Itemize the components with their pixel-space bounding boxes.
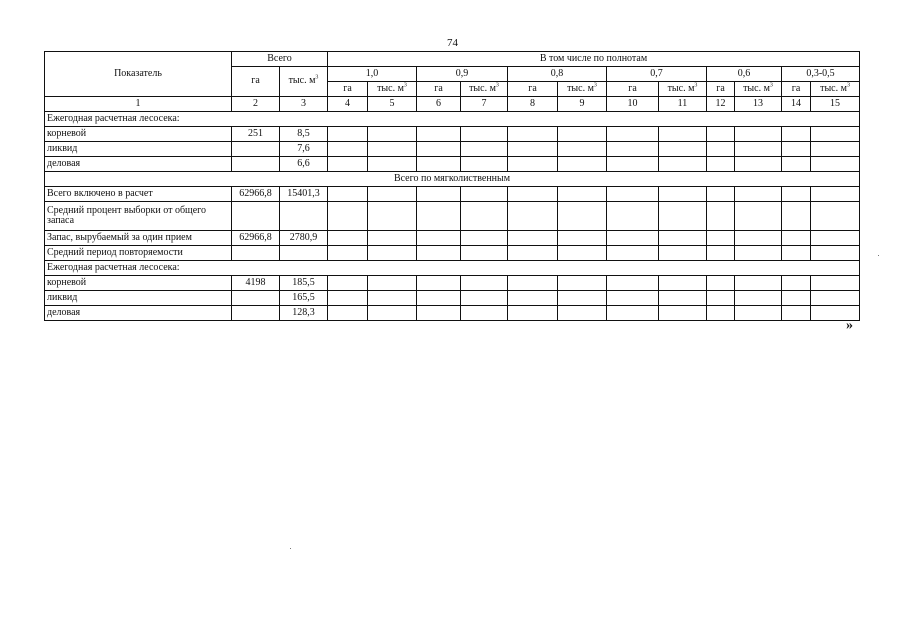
cell-empty bbox=[417, 231, 461, 246]
cell-empty bbox=[368, 202, 417, 231]
cell-total-ha bbox=[232, 291, 280, 306]
cell-empty bbox=[558, 291, 607, 306]
row-label: Запас, вырубаемый за один прием bbox=[45, 231, 232, 246]
scan-speck bbox=[290, 548, 291, 549]
column-number: 12 bbox=[707, 97, 735, 112]
table-row bbox=[45, 157, 860, 172]
felling-table bbox=[44, 51, 860, 321]
cell-empty bbox=[558, 306, 607, 321]
scan-speck bbox=[878, 255, 879, 256]
cell-empty bbox=[659, 291, 707, 306]
cell-empty bbox=[368, 187, 417, 202]
table-row bbox=[45, 276, 860, 291]
header-density-ha: га bbox=[417, 82, 461, 97]
cell-empty bbox=[368, 246, 417, 261]
cell-total-volume: 185,5 bbox=[280, 276, 328, 291]
cell-empty bbox=[328, 127, 368, 142]
cell-total-ha bbox=[232, 157, 280, 172]
header-density-ha: га bbox=[607, 82, 659, 97]
cell-empty bbox=[811, 246, 860, 261]
cell-empty bbox=[735, 202, 782, 231]
cell-empty bbox=[508, 202, 558, 231]
cell-empty bbox=[607, 231, 659, 246]
cell-empty bbox=[368, 157, 417, 172]
cell-empty bbox=[707, 291, 735, 306]
cell-empty bbox=[558, 157, 607, 172]
header-density-ha: га bbox=[782, 82, 811, 97]
cell-empty bbox=[508, 127, 558, 142]
row-label: ликвид bbox=[45, 142, 232, 157]
section-title: Всего по мягколиственным bbox=[45, 172, 860, 187]
table-row bbox=[45, 291, 860, 306]
cell-empty bbox=[417, 306, 461, 321]
cell-empty bbox=[607, 187, 659, 202]
cell-empty bbox=[659, 202, 707, 231]
column-number: 6 bbox=[417, 97, 461, 112]
header-density-volume: тыс. $м^3$ bbox=[558, 82, 607, 97]
cell-empty bbox=[328, 306, 368, 321]
cell-total-ha bbox=[232, 202, 280, 231]
cell-empty bbox=[461, 231, 508, 246]
cell-empty bbox=[461, 187, 508, 202]
cell-empty bbox=[735, 231, 782, 246]
cell-empty bbox=[735, 157, 782, 172]
cell-empty bbox=[417, 246, 461, 261]
column-number: 14 bbox=[782, 97, 811, 112]
cell-empty bbox=[417, 187, 461, 202]
row-label: корневой bbox=[45, 276, 232, 291]
table-row bbox=[45, 202, 860, 231]
cell-empty bbox=[735, 127, 782, 142]
cell-empty bbox=[735, 276, 782, 291]
header-density-3: 0,7 bbox=[607, 67, 707, 82]
cell-total-volume bbox=[280, 246, 328, 261]
cell-empty bbox=[659, 306, 707, 321]
cell-empty bbox=[607, 306, 659, 321]
cell-empty bbox=[707, 142, 735, 157]
cell-empty bbox=[659, 142, 707, 157]
cell-empty bbox=[558, 142, 607, 157]
cell-empty bbox=[659, 231, 707, 246]
cell-empty bbox=[461, 276, 508, 291]
cell-empty bbox=[508, 291, 558, 306]
cell-empty bbox=[328, 276, 368, 291]
cell-empty bbox=[707, 246, 735, 261]
cell-empty bbox=[328, 142, 368, 157]
cell-empty bbox=[328, 157, 368, 172]
header-including-by-density: В том числе по полнотам bbox=[328, 52, 860, 67]
column-number: 2 bbox=[232, 97, 280, 112]
column-number: 3 bbox=[280, 97, 328, 112]
cell-empty bbox=[328, 187, 368, 202]
column-number: 9 bbox=[558, 97, 607, 112]
cell-total-volume bbox=[280, 202, 328, 231]
cell-empty bbox=[461, 202, 508, 231]
cell-empty bbox=[508, 142, 558, 157]
cell-empty bbox=[368, 127, 417, 142]
column-number: 13 bbox=[735, 97, 782, 112]
cell-empty bbox=[558, 127, 607, 142]
cell-total-ha bbox=[232, 142, 280, 157]
cell-empty bbox=[607, 157, 659, 172]
cell-empty bbox=[782, 276, 811, 291]
header-indicator: Показатель bbox=[45, 52, 232, 97]
cell-empty bbox=[328, 291, 368, 306]
cell-empty bbox=[811, 276, 860, 291]
table-row bbox=[45, 231, 860, 246]
column-number: 5 bbox=[368, 97, 417, 112]
cell-empty bbox=[607, 246, 659, 261]
header-density-4: 0,6 bbox=[707, 67, 782, 82]
page-number: 74 bbox=[447, 37, 458, 49]
column-number: 10 bbox=[607, 97, 659, 112]
row-label: Средний период повторяемости bbox=[45, 246, 232, 261]
header-density-5: 0,3-0,5 bbox=[782, 67, 860, 82]
header-density-volume: тыс. $м^3$ bbox=[811, 82, 860, 97]
header-density-2: 0,8 bbox=[508, 67, 607, 82]
cell-empty bbox=[735, 187, 782, 202]
cell-empty bbox=[558, 187, 607, 202]
cell-empty bbox=[811, 202, 860, 231]
cell-empty bbox=[782, 187, 811, 202]
cell-empty bbox=[558, 231, 607, 246]
cell-empty bbox=[659, 246, 707, 261]
cell-empty bbox=[707, 187, 735, 202]
cell-empty bbox=[811, 157, 860, 172]
cell-empty bbox=[707, 231, 735, 246]
cell-empty bbox=[607, 127, 659, 142]
column-number: 15 bbox=[811, 97, 860, 112]
cell-empty bbox=[707, 276, 735, 291]
cell-empty bbox=[461, 142, 508, 157]
row-label: деловая bbox=[45, 306, 232, 321]
header-density-ha: га bbox=[707, 82, 735, 97]
cell-total-ha bbox=[232, 306, 280, 321]
cell-empty bbox=[368, 231, 417, 246]
cell-total-volume: 2780,9 bbox=[280, 231, 328, 246]
cell-total-ha: 251 bbox=[232, 127, 280, 142]
cell-empty bbox=[461, 157, 508, 172]
cell-empty bbox=[811, 291, 860, 306]
cell-empty bbox=[558, 246, 607, 261]
table-row bbox=[45, 246, 860, 261]
header-density-volume: тыс. $м^3$ bbox=[368, 82, 417, 97]
cell-total-ha: 4198 bbox=[232, 276, 280, 291]
header-density-volume: тыс. $м^3$ bbox=[461, 82, 508, 97]
cell-empty bbox=[328, 246, 368, 261]
cell-empty bbox=[782, 202, 811, 231]
header-total-ha: га bbox=[232, 67, 280, 97]
cell-empty bbox=[508, 187, 558, 202]
cell-empty bbox=[659, 187, 707, 202]
cell-empty bbox=[782, 142, 811, 157]
cell-empty bbox=[368, 291, 417, 306]
cell-empty bbox=[508, 231, 558, 246]
table-row bbox=[45, 187, 860, 202]
cell-empty bbox=[811, 187, 860, 202]
cell-empty bbox=[811, 127, 860, 142]
cell-empty bbox=[461, 127, 508, 142]
table-row bbox=[45, 112, 860, 127]
cell-empty bbox=[508, 306, 558, 321]
cell-total-volume: 15401,3 bbox=[280, 187, 328, 202]
cell-empty bbox=[707, 157, 735, 172]
cell-empty bbox=[558, 202, 607, 231]
cell-empty bbox=[811, 231, 860, 246]
cell-empty bbox=[368, 142, 417, 157]
header-density-volume: тыс. $м^3$ bbox=[659, 82, 707, 97]
column-number: 7 bbox=[461, 97, 508, 112]
row-label: Ежегодная расчетная лесосека: bbox=[45, 261, 860, 276]
cell-empty bbox=[461, 291, 508, 306]
column-number: 4 bbox=[328, 97, 368, 112]
cell-total-ha: 62966,8 bbox=[232, 231, 280, 246]
cell-empty bbox=[782, 157, 811, 172]
cell-empty bbox=[417, 276, 461, 291]
header-row-1 bbox=[45, 52, 860, 67]
cell-empty bbox=[607, 142, 659, 157]
row-label: ликвид bbox=[45, 291, 232, 306]
cell-total-volume: 165,5 bbox=[280, 291, 328, 306]
header-total: Всего bbox=[232, 52, 328, 67]
cell-empty bbox=[508, 246, 558, 261]
column-number: 8 bbox=[508, 97, 558, 112]
cell-empty bbox=[707, 202, 735, 231]
cell-empty bbox=[368, 306, 417, 321]
cell-empty bbox=[417, 142, 461, 157]
table-row bbox=[45, 127, 860, 142]
row-label: корневой bbox=[45, 127, 232, 142]
cell-empty bbox=[735, 291, 782, 306]
column-number: 1 bbox=[45, 97, 232, 112]
header-density-ha: га bbox=[328, 82, 368, 97]
cell-total-volume: 6,6 bbox=[280, 157, 328, 172]
cell-empty bbox=[417, 202, 461, 231]
cell-total-ha: 62966,8 bbox=[232, 187, 280, 202]
cell-empty bbox=[607, 276, 659, 291]
cell-empty bbox=[328, 231, 368, 246]
cell-empty bbox=[782, 246, 811, 261]
cell-empty bbox=[782, 306, 811, 321]
table-row bbox=[45, 261, 860, 276]
table-row bbox=[45, 142, 860, 157]
header-density-0: 1,0 bbox=[328, 67, 417, 82]
cell-empty bbox=[659, 157, 707, 172]
table-row bbox=[45, 306, 860, 321]
cell-empty bbox=[558, 276, 607, 291]
cell-total-volume: 8,5 bbox=[280, 127, 328, 142]
cell-total-ha bbox=[232, 246, 280, 261]
cell-total-volume: 128,3 bbox=[280, 306, 328, 321]
cell-empty bbox=[417, 157, 461, 172]
cell-empty bbox=[659, 127, 707, 142]
header-density-ha: га bbox=[508, 82, 558, 97]
column-number: 11 bbox=[659, 97, 707, 112]
row-label: Средний процент выборки от общего запаса bbox=[45, 202, 232, 231]
section-row bbox=[45, 172, 860, 187]
cell-empty bbox=[461, 246, 508, 261]
cell-empty bbox=[735, 306, 782, 321]
cell-empty bbox=[417, 127, 461, 142]
cell-empty bbox=[811, 142, 860, 157]
cell-empty bbox=[782, 231, 811, 246]
cell-empty bbox=[607, 291, 659, 306]
row-label: деловая bbox=[45, 157, 232, 172]
column-number-row bbox=[45, 97, 860, 112]
cell-total-volume: 7,6 bbox=[280, 142, 328, 157]
closing-quote-mark: » bbox=[846, 318, 853, 333]
cell-empty bbox=[707, 306, 735, 321]
cell-empty bbox=[782, 291, 811, 306]
header-density-1: 0,9 bbox=[417, 67, 508, 82]
header-density-volume: тыс. $м^3$ bbox=[735, 82, 782, 97]
header-total-volume: тыс. $м^3$ bbox=[280, 67, 328, 97]
cell-empty bbox=[782, 127, 811, 142]
cell-empty bbox=[735, 142, 782, 157]
cell-empty bbox=[659, 276, 707, 291]
cell-empty bbox=[368, 276, 417, 291]
cell-empty bbox=[735, 246, 782, 261]
row-label: Ежегодная расчетная лесосека: bbox=[45, 112, 860, 127]
cell-empty bbox=[508, 157, 558, 172]
cell-empty bbox=[607, 202, 659, 231]
cell-empty bbox=[328, 202, 368, 231]
cell-empty bbox=[461, 306, 508, 321]
cell-empty bbox=[707, 127, 735, 142]
cell-empty bbox=[508, 276, 558, 291]
row-label: Всего включено в расчет bbox=[45, 187, 232, 202]
cell-empty bbox=[417, 291, 461, 306]
